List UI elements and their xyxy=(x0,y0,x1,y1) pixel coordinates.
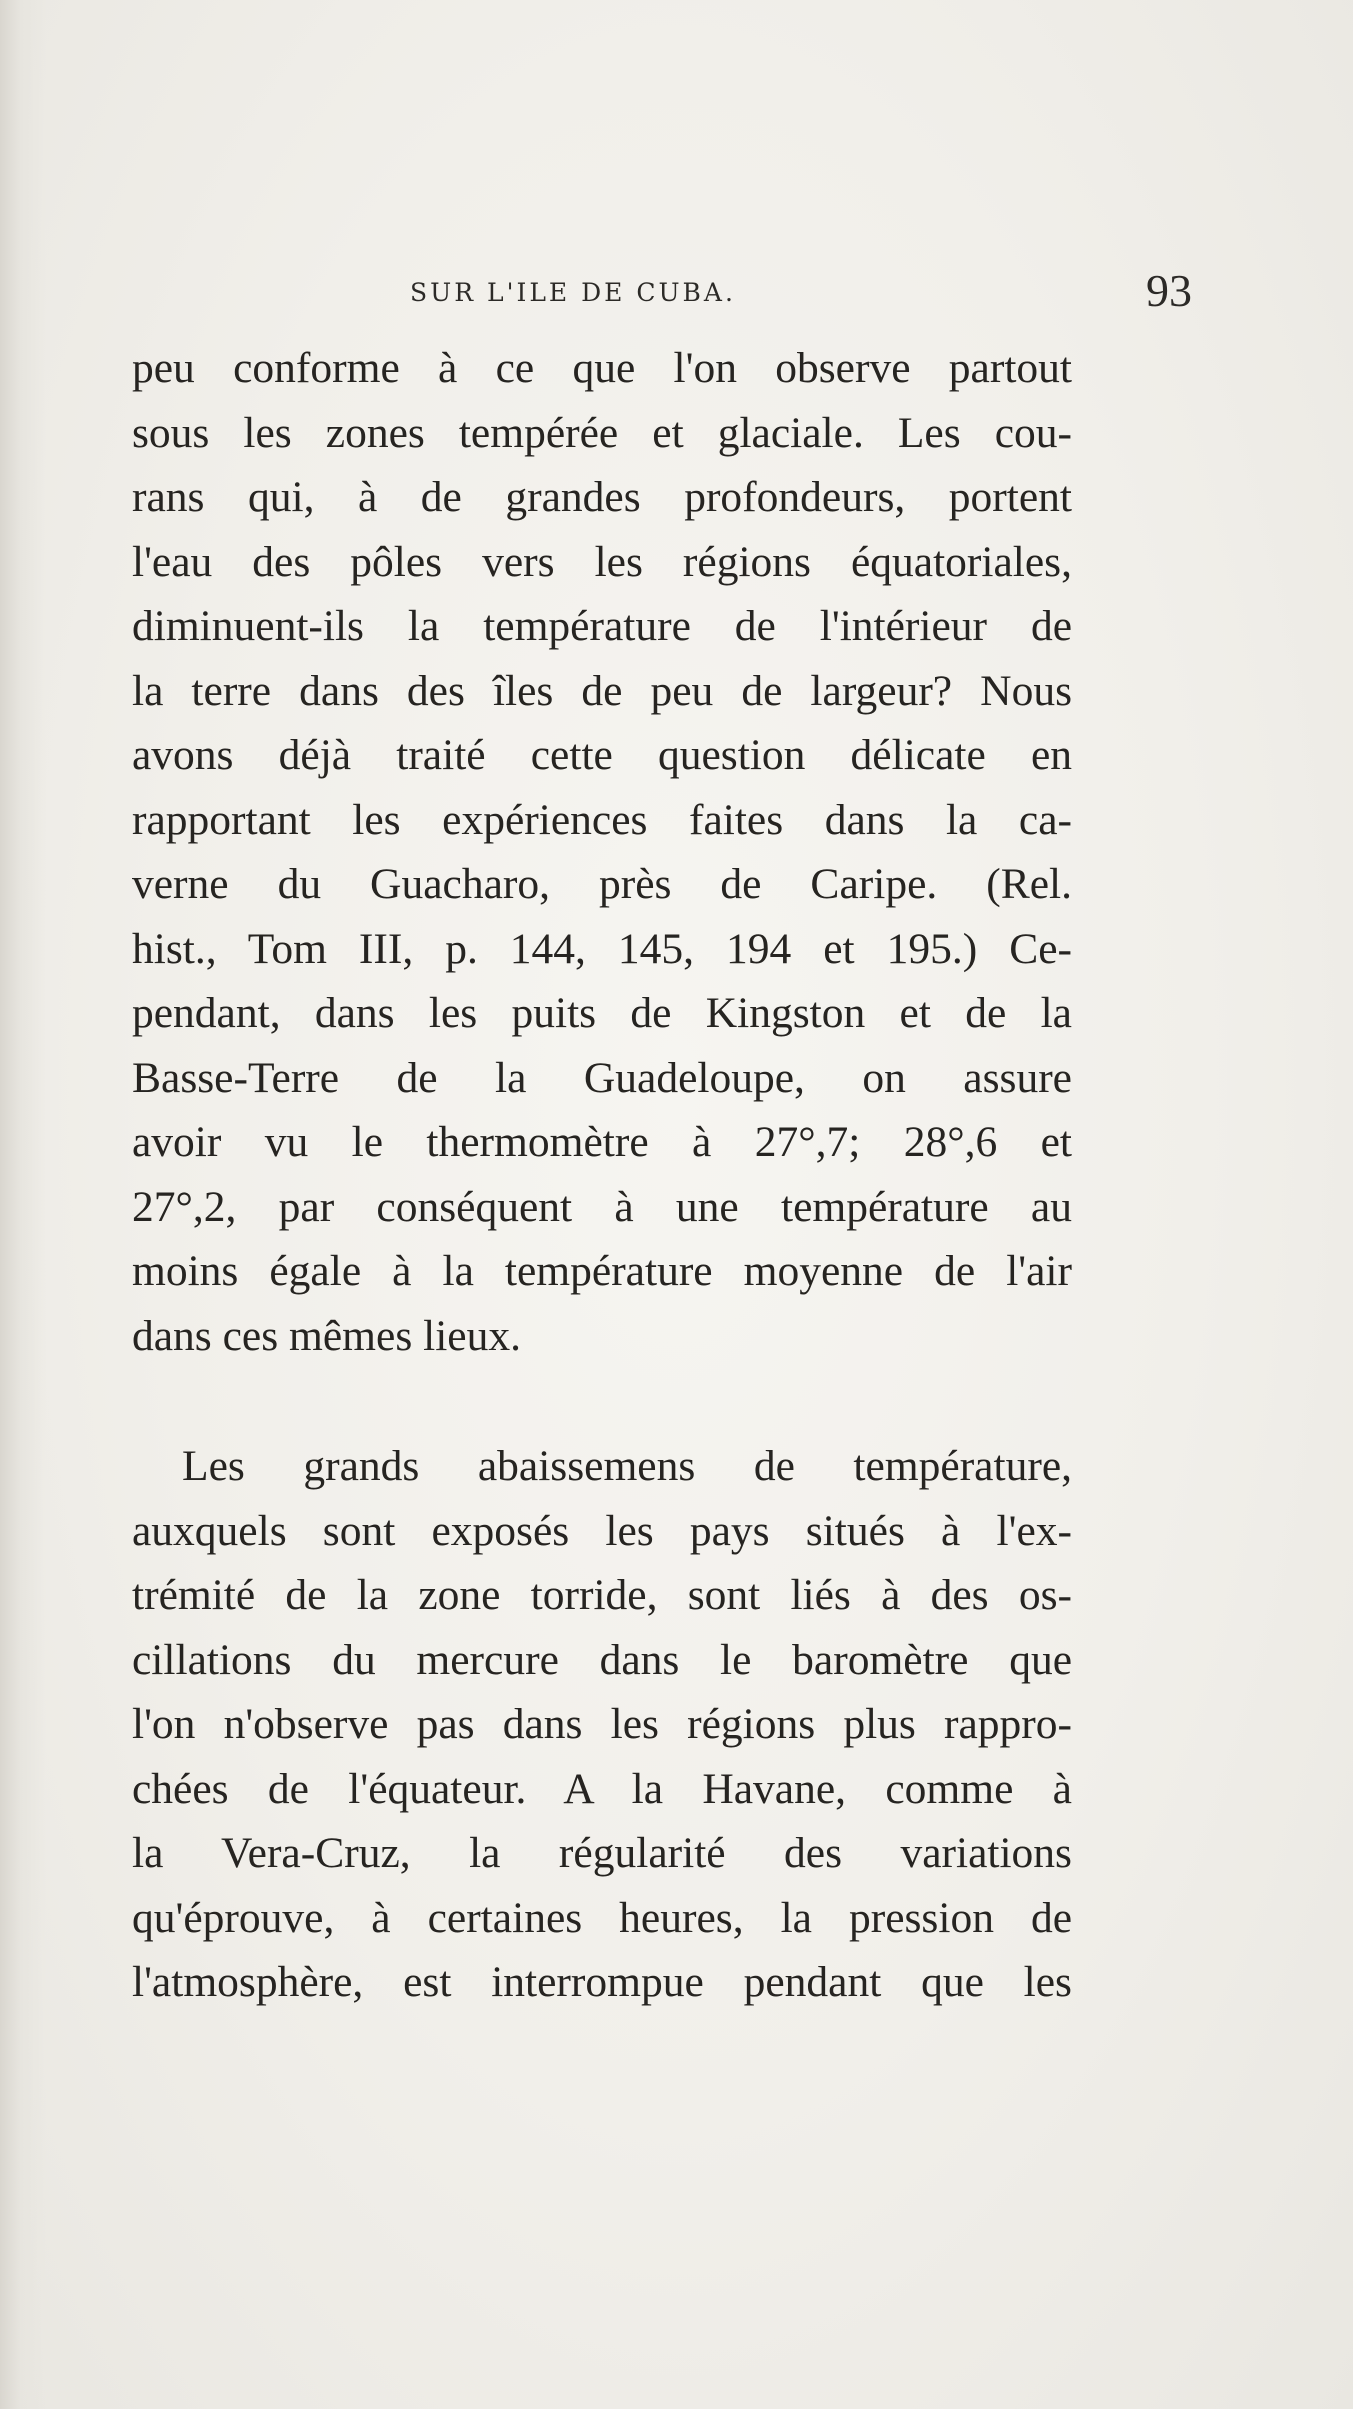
text-line: dans ces mêmes lieux. xyxy=(132,1311,521,1360)
text-line: l'on n'observe pas dans les régions plus rappro- xyxy=(132,1700,1072,1748)
text-line: avons déjà traité cette question délicate en xyxy=(132,731,1072,779)
text-line: Les grands abaissemens de température, xyxy=(182,1442,1072,1490)
text-line: la terre dans des îles de peu de largeur? Nous xyxy=(132,666,1072,715)
paragraph-1 xyxy=(132,336,1072,1368)
paragraph-2 xyxy=(132,1434,1072,2015)
running-title: SUR L'ILE DE CUBA. xyxy=(410,278,736,307)
text-line: qu'éprouve, à certaines heures, la pression de xyxy=(132,1893,1072,1942)
text-line: pendant, dans les puits de Kingston et de la xyxy=(132,989,1072,1037)
text-line: diminuent-ils la température de l'intérieur de xyxy=(132,602,1072,650)
text-line: chées de l'équateur. A la Havane, comme à xyxy=(132,1764,1072,1813)
page-number: 93 xyxy=(1146,265,1192,316)
text-line: l'eau des pôles vers les régions équatoriales, xyxy=(132,537,1072,586)
text-line: 27°,2, par conséquent à une température au xyxy=(132,1182,1072,1231)
paragraph-gap xyxy=(132,1368,1072,1434)
text-line: sous les zones tempérée et glaciale. Les cou- xyxy=(132,408,1072,457)
text-line: verne du Guacharo, près de Caripe. (Rel. xyxy=(132,860,1072,908)
text-line: Basse-Terre de la Guadeloupe, on assure xyxy=(132,1053,1072,1102)
text-line: cillations du mercure dans le baromètre que xyxy=(132,1635,1072,1684)
text-line: la Vera-Cruz, la régularité des variations xyxy=(132,1829,1072,1877)
text-line: peu conforme à ce que l'on observe partout xyxy=(132,344,1072,392)
text-line: moins égale à la température moyenne de l'air xyxy=(132,1247,1072,1295)
text-line: auxquels sont exposés les pays situés à l'ex- xyxy=(132,1506,1072,1555)
text-line: avoir vu le thermomètre à 27°,7; 28°,6 et xyxy=(132,1118,1072,1166)
text-line: rans qui, à de grandes profondeurs, portent xyxy=(132,473,1072,521)
text-line: l'atmosphère, est interrompue pendant que les xyxy=(132,1958,1072,2006)
text-line: rapportant les expériences faites dans la ca- xyxy=(132,795,1072,844)
binding-gutter-shadow xyxy=(0,0,46,2409)
text-line: trémité de la zone torride, sont liés à des os- xyxy=(132,1571,1072,1619)
body-text xyxy=(132,336,1072,2015)
running-head xyxy=(132,264,1200,324)
text-line: hist., Tom III, p. 144, 145, 194 et 195.) Ce- xyxy=(132,924,1072,973)
